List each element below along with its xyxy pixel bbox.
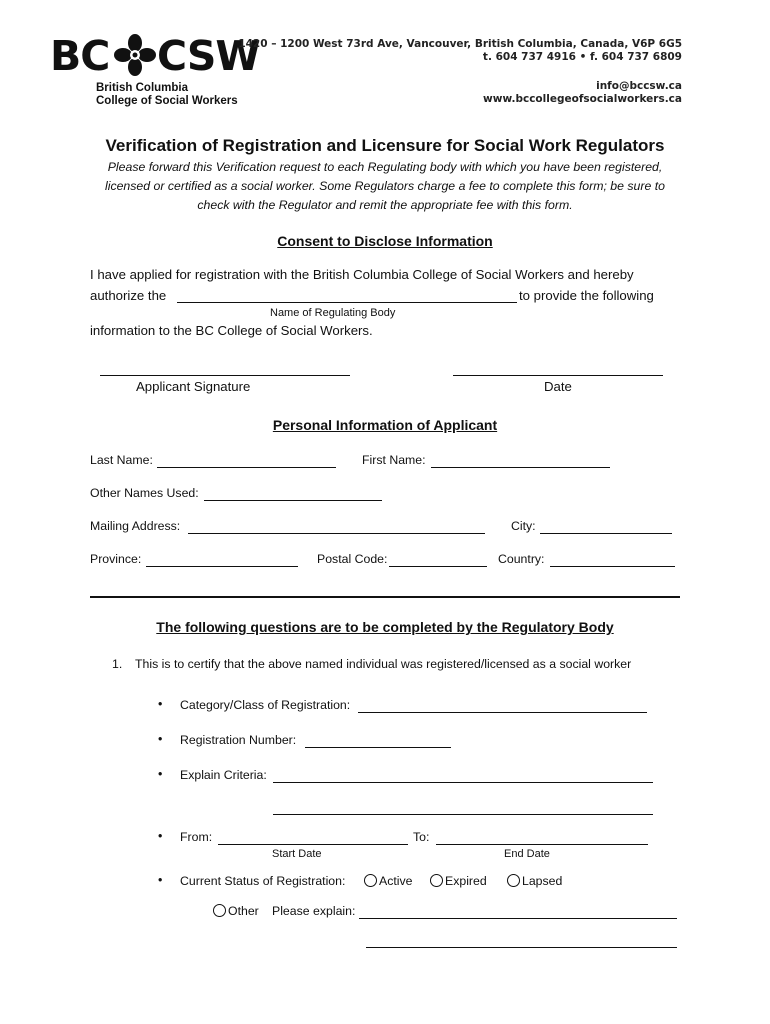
criteria-label: Explain Criteria: xyxy=(180,768,267,782)
active-radio[interactable] xyxy=(364,874,377,887)
status-lapsed-option[interactable] xyxy=(507,874,562,888)
consent-line2-end: to provide the following xyxy=(519,288,654,303)
other-radio[interactable] xyxy=(213,904,226,917)
last-name-label: Last Name: xyxy=(90,453,153,467)
intro-instructions: Please forward this Verification request to each Regulating body with which you have been registered, licensed or certified as a social worker. Some Regulators charge a fee to complete this form; be sure to check with the Regulator and remit the appropriate fee with this form. xyxy=(104,160,665,212)
to-label: To: xyxy=(413,830,430,844)
explain-field-2[interactable] xyxy=(366,947,677,948)
registration-number-field[interactable] xyxy=(305,747,451,748)
question-1-text: This is to certify that the above named individual was registered/licensed as a social worker xyxy=(135,657,632,671)
website-link[interactable]: www.bccollegeofsocialworkers.ca xyxy=(483,93,682,105)
page-title: Verification of Registration and Licensure for Social Work Regulators xyxy=(105,136,665,155)
personal-info-heading: Personal Information of Applicant xyxy=(272,417,498,433)
country-label: Country: xyxy=(498,552,545,566)
bullet-category: • xyxy=(158,697,163,711)
date-field[interactable] xyxy=(453,375,663,376)
criteria-field-1[interactable] xyxy=(273,782,653,783)
start-date-field[interactable] xyxy=(218,844,408,845)
logo-subtitle xyxy=(96,82,238,108)
signature-label: Applicant Signature xyxy=(136,379,251,394)
province-field[interactable] xyxy=(146,566,298,567)
end-date-field[interactable] xyxy=(436,844,648,845)
category-field[interactable] xyxy=(358,712,647,713)
date-label: Date xyxy=(544,379,572,394)
logo-csw-text: CSW xyxy=(157,32,260,80)
status-active-option[interactable] xyxy=(364,874,413,888)
bullet-reg-number: • xyxy=(158,732,163,746)
consent-line1: I have applied for registration with the British Columbia College of Social Workers and hereby xyxy=(90,267,634,282)
province-label: Province: xyxy=(90,552,142,566)
regulating-body-field[interactable] xyxy=(177,302,517,303)
country-field[interactable] xyxy=(550,566,675,567)
other-names-field[interactable] xyxy=(204,500,382,501)
first-name-label: First Name: xyxy=(362,453,426,467)
regulatory-heading: The following questions are to be completed by the Regulatory Body xyxy=(156,619,614,635)
status-other-option[interactable] xyxy=(213,904,259,918)
logo-subtitle-line2: College of Social Workers xyxy=(96,95,238,107)
other-names-label: Other Names Used: xyxy=(90,486,199,500)
postal-code-label: Postal Code: xyxy=(317,552,388,566)
postal-code-field[interactable] xyxy=(389,566,487,567)
phone-fax-line: t. 604 737 4916 • f. 604 737 6809 xyxy=(482,51,682,63)
expired-label: Expired xyxy=(445,874,487,888)
contact-block xyxy=(238,38,682,106)
lapsed-radio[interactable] xyxy=(507,874,520,887)
signature-field[interactable] xyxy=(100,375,350,376)
active-label: Active xyxy=(379,874,413,888)
last-name-field[interactable] xyxy=(157,467,336,468)
bullet-dates: • xyxy=(158,829,163,843)
registration-number-label: Registration Number: xyxy=(180,733,297,747)
address-line: 1420 – 1200 West 73rd Ave, Vancouver, British Columbia, Canada, V6P 6G5 xyxy=(238,38,682,50)
section-divider xyxy=(90,596,680,598)
mailing-address-label: Mailing Address: xyxy=(90,519,181,533)
explain-field-1[interactable] xyxy=(359,918,677,919)
status-expired-option[interactable] xyxy=(430,874,487,888)
consent-line3: information to the BC College of Social Workers. xyxy=(90,323,373,338)
regulating-body-caption: Name of Regulating Body xyxy=(270,307,396,319)
email-link[interactable]: info@bccsw.ca xyxy=(596,80,682,92)
from-label: From: xyxy=(180,830,213,844)
city-label: City: xyxy=(511,519,536,533)
logo-bc-text: BC xyxy=(50,32,110,80)
criteria-field-2[interactable] xyxy=(273,814,653,815)
status-label: Current Status of Registration: xyxy=(180,874,346,888)
start-date-caption: Start Date xyxy=(272,848,322,860)
question-1-number: 1. xyxy=(112,657,123,671)
end-date-caption: End Date xyxy=(504,848,550,860)
bullet-status: • xyxy=(158,873,163,887)
expired-radio[interactable] xyxy=(430,874,443,887)
category-label: Category/Class of Registration: xyxy=(180,698,351,712)
other-label: Other xyxy=(228,904,259,918)
mailing-address-field[interactable] xyxy=(188,533,485,534)
consent-authorize-label: authorize the xyxy=(90,288,167,303)
city-field[interactable] xyxy=(540,533,672,534)
dogwood-flower-icon xyxy=(114,34,156,76)
logo-subtitle-line1: British Columbia xyxy=(96,82,189,94)
first-name-field[interactable] xyxy=(431,467,610,468)
bullet-criteria: • xyxy=(158,767,163,781)
consent-heading: Consent to Disclose Information xyxy=(277,233,493,249)
please-explain-label: Please explain: xyxy=(272,904,356,918)
lapsed-label: Lapsed xyxy=(522,874,563,888)
